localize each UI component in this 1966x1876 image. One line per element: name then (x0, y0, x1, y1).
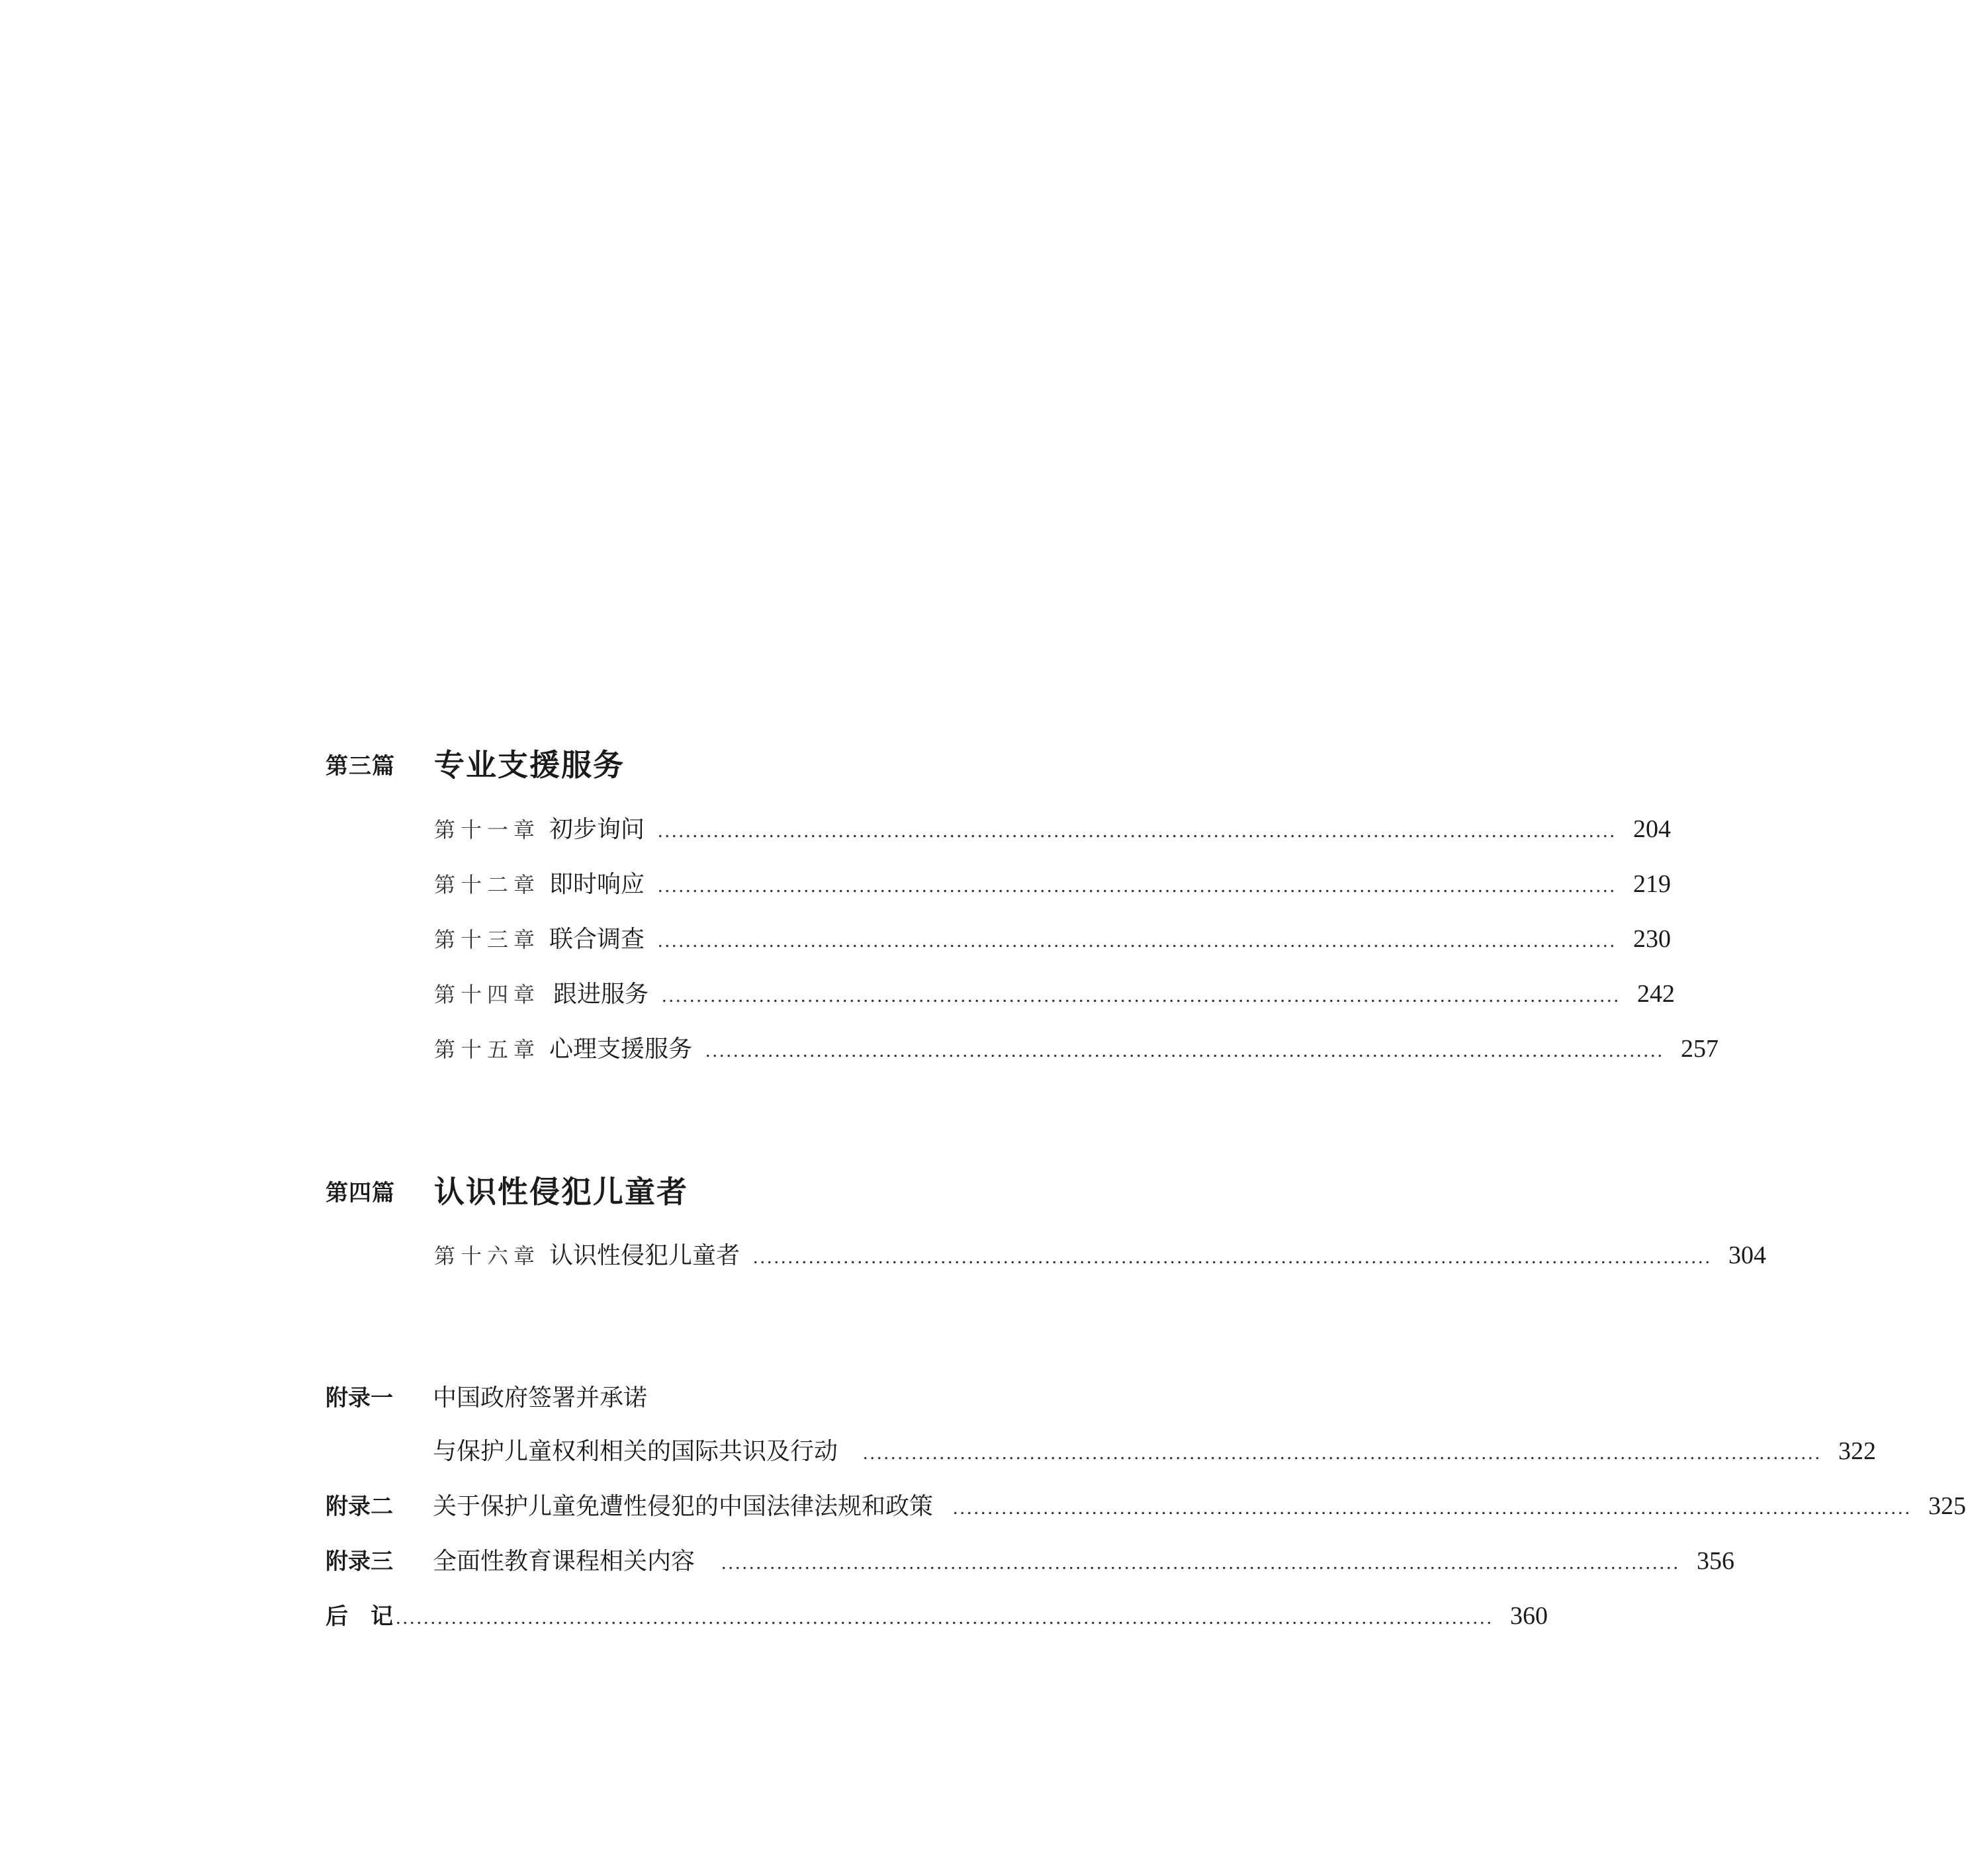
dot-leader: .......................................................................................................................................... (863, 1442, 1822, 1464)
page-number: 322 (1838, 1437, 1877, 1465)
toc-entry-chapter-11[interactable] (434, 813, 1672, 846)
part-3-title: 专业支援服务 (434, 747, 625, 783)
toc-entry-chapter-13[interactable] (434, 922, 1672, 956)
dot-leader: .......................................................................................................................................... (658, 875, 1617, 897)
appendix-label: 附录一 (326, 1385, 393, 1411)
chapter-title: 联合调查 (549, 926, 645, 953)
dot-leader: .......................................................................................................................................... (662, 985, 1621, 1006)
chapter-label: 第十四章 (434, 982, 541, 1007)
appendix-label: 附录三 (326, 1548, 393, 1575)
page-number: 242 (1637, 980, 1676, 1008)
page-number: 219 (1633, 870, 1672, 898)
chapter-title: 认识性侵犯儿童者 (549, 1242, 740, 1269)
toc-entry-chapter-15[interactable] (434, 1032, 1719, 1065)
dot-leader: .......................................................................................................................................... (721, 1552, 1681, 1574)
chapter-label: 第十三章 (434, 927, 541, 952)
part-4-label: 第四篇 (326, 1180, 395, 1206)
afterword-label: 后 记 (326, 1603, 393, 1630)
page-number: 257 (1681, 1035, 1719, 1063)
page-number: 204 (1633, 815, 1672, 843)
appendix-title-line1: 中国政府签署并承诺 (433, 1384, 648, 1411)
page-number: 304 (1728, 1241, 1767, 1269)
dot-leader: .............................................................................................................................................................. (396, 1607, 1494, 1629)
chapter-title: 心理支援服务 (549, 1036, 693, 1063)
appendix-title: 与保护儿童权利相关的国际共识及行动 (433, 1438, 838, 1465)
toc-entry-chapter-16[interactable] (434, 1239, 1767, 1272)
chapter-title: 初步询问 (549, 816, 645, 843)
chapter-title: 即时响应 (549, 871, 645, 898)
page-number: 325 (1928, 1492, 1966, 1520)
appendix-title: 全面性教育课程相关内容 (433, 1548, 695, 1575)
page-number: 230 (1633, 925, 1672, 953)
toc-entry-appendix-1-line1[interactable] (326, 1382, 1109, 1415)
appendix-label: 附录二 (326, 1494, 393, 1520)
chapter-label: 第十五章 (434, 1037, 541, 1062)
dot-leader: .......................................................................................................................................... (658, 820, 1617, 842)
toc-entry-afterword[interactable] (326, 1599, 1548, 1632)
dot-leader: .......................................................................................................................................... (705, 1040, 1665, 1061)
toc-entry-chapter-14[interactable] (434, 977, 1676, 1010)
part-4-title: 认识性侵犯儿童者 (434, 1174, 688, 1210)
page-number: 360 (1510, 1602, 1548, 1630)
chapter-label: 第十六章 (434, 1243, 541, 1269)
toc-entry-chapter-12[interactable] (434, 868, 1672, 901)
dot-leader: .......................................................................................................................................... (953, 1497, 1912, 1519)
part-3-label: 第三篇 (326, 753, 395, 780)
dot-leader: .......................................................................................................................................... (658, 930, 1617, 952)
page-number: 356 (1697, 1547, 1735, 1575)
toc-entry-appendix-3[interactable] (326, 1544, 1735, 1578)
appendix-title: 关于保护儿童免遭性侵犯的中国法律法规和政策 (433, 1493, 934, 1520)
toc-entry-appendix-2[interactable] (326, 1490, 1966, 1523)
dot-leader: .......................................................................................................................................... (753, 1246, 1713, 1268)
chapter-label: 第十二章 (434, 872, 541, 897)
chapter-label: 第十一章 (434, 817, 541, 842)
toc-entry-appendix-1-line2[interactable] (433, 1435, 1877, 1468)
chapter-title: 跟进服务 (553, 981, 649, 1008)
